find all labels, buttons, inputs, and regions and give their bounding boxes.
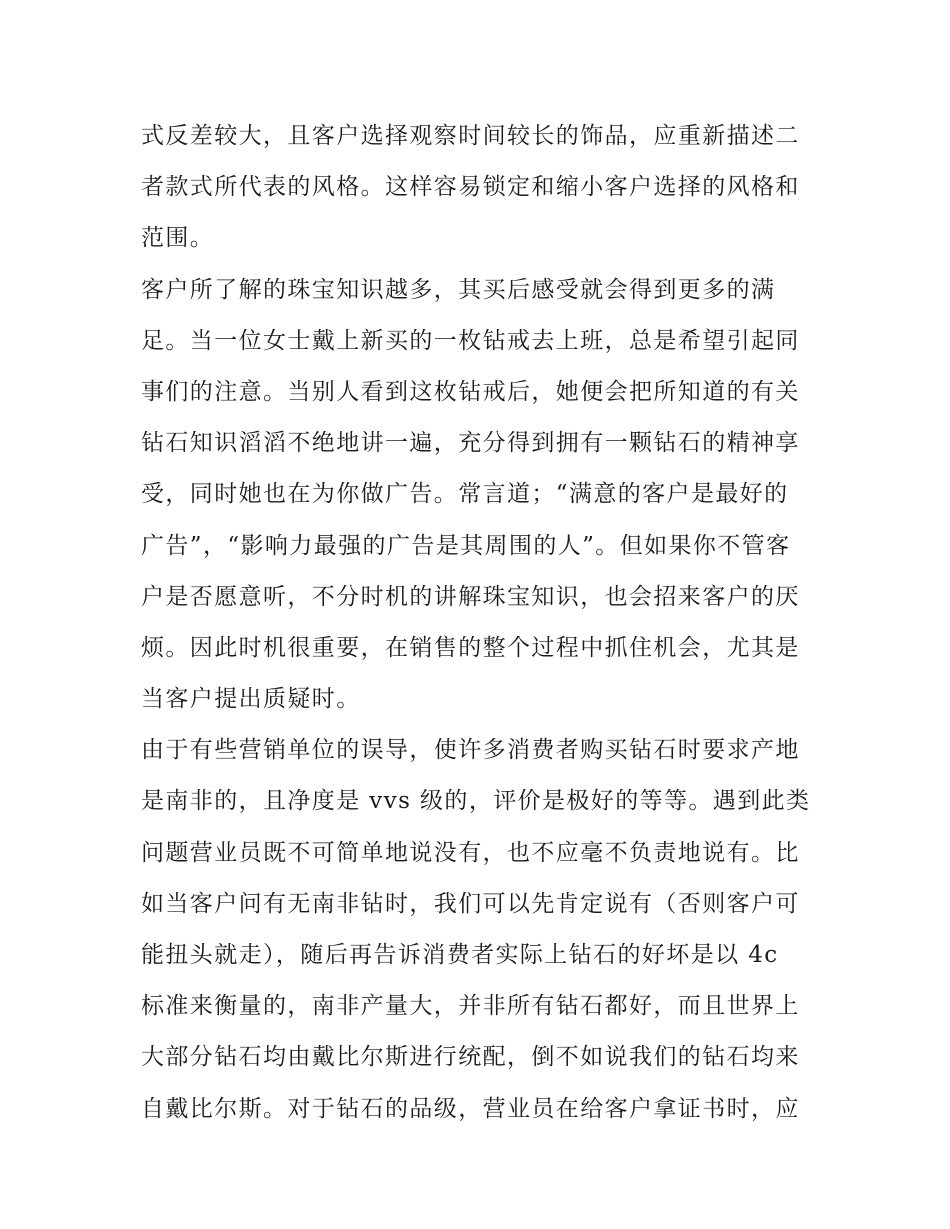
body-text: [141, 111, 821, 1135]
text-line: 由于有些营销单位的误导，使许多消费者购买钻石时要求产地: [141, 737, 800, 764]
text-line: 客户所了解的珠宝知识越多，其买后感受就会得到更多的满: [141, 276, 776, 303]
text-line: 标准来衡量的，南非产量大，并非所有钻石都好，而且世界上: [141, 993, 800, 1020]
text-line: 受，同时她也在为你做广告。常言道；“满意的客户是最好的: [141, 481, 789, 508]
text-line: 自戴比尔斯。对于钻石的品级，营业员在给客户拿证书时，应: [141, 1095, 800, 1122]
text-line: 户是否愿意听，不分时机的讲解珠宝知识，也会招来客户的厌: [141, 583, 800, 610]
text-line: 是南非的，且净度是 vvs 级的，评价是极好的等等。遇到此类: [141, 788, 811, 815]
text-line: 大部分钻石均由戴比尔斯进行统配，倒不如说我们的钻石均来: [141, 1044, 800, 1071]
text-line: 能扭头就走），随后再告诉消费者实际上钻石的好坏是以 4c: [141, 942, 779, 968]
text-line: 范围。: [141, 225, 215, 252]
text-line: 式反差较大，且客户选择观察时间较长的饰品，应重新描述二: [141, 123, 800, 149]
text-line: 烦。因此时机很重要，在销售的整个过程中抓住机会，尤其是: [141, 634, 800, 661]
text-line: 事们的注意。当别人看到这枚钻戒后，她便会把所知道的有关: [141, 378, 800, 405]
text-line: 广告”，“影响力最强的广告是其周围的人”。但如果你不管客: [141, 532, 791, 559]
text-line: 钻石知识滔滔不绝地讲一遍，充分得到拥有一颗钻石的精神享: [141, 430, 800, 457]
text-line: 者款式所代表的风格。这样容易锁定和缩小客户选择的风格和: [141, 174, 800, 201]
text-line: 当客户提出质疑时。: [141, 686, 361, 713]
text-line: 问题营业员既不可简单地说没有，也不应毫不负责地说有。比: [141, 839, 800, 866]
text-line: 足。当一位女士戴上新买的一枚钻戒去上班，总是希望引起同: [141, 327, 800, 354]
text-line: 如当客户问有无南非钻时，我们可以先肯定说有（否则客户可: [141, 890, 800, 917]
